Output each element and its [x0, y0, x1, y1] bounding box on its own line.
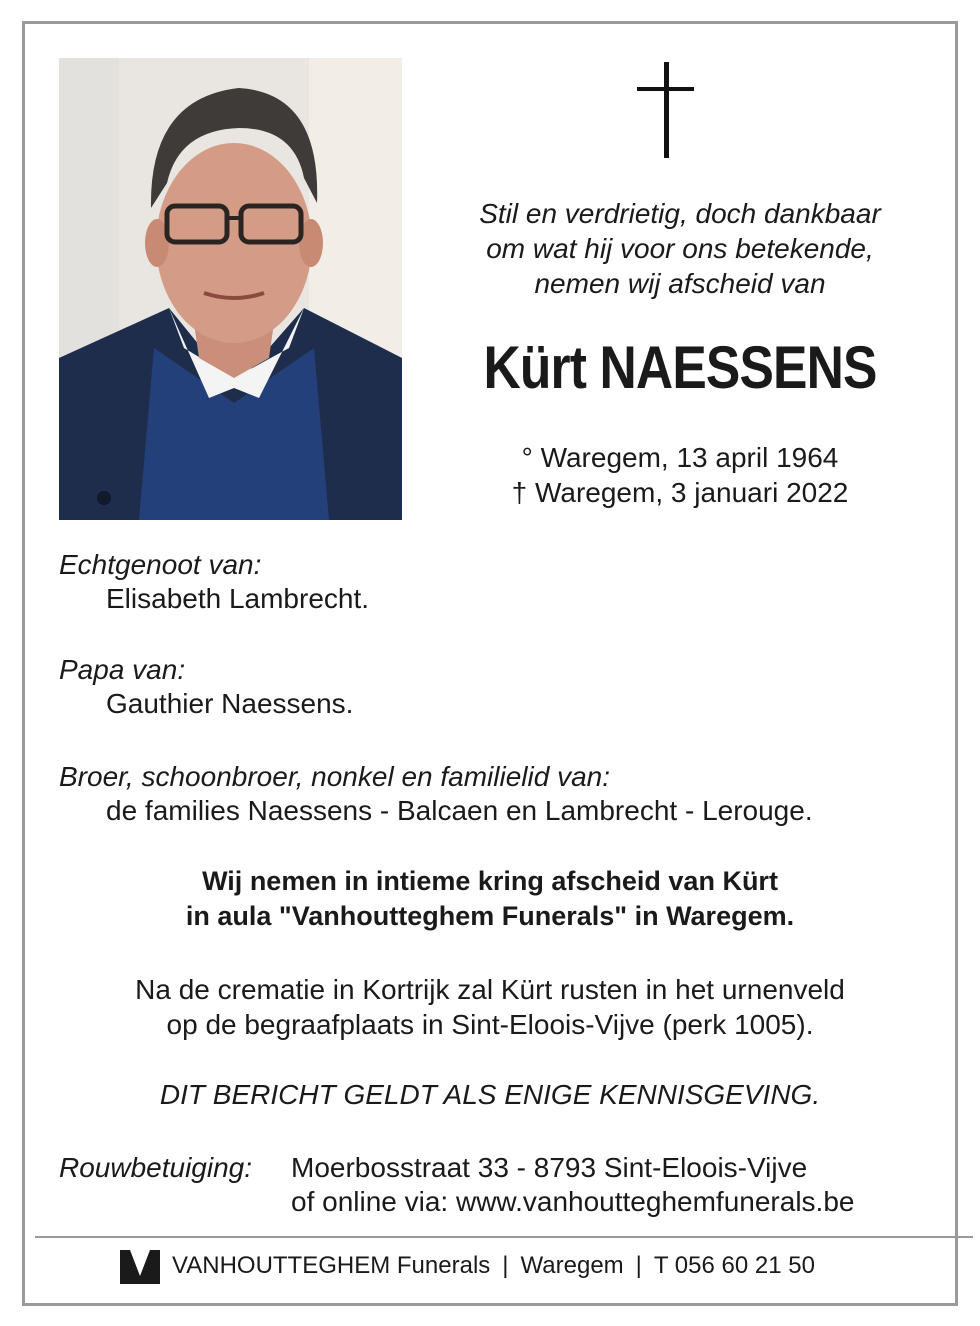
- portrait-photo: [59, 58, 402, 520]
- relation-label: Echtgenoot van:: [59, 549, 262, 580]
- death-date: † Waregem, 3 januari 2022: [511, 477, 849, 508]
- relation-label: Broer, schoonbroer, nonkel en familielid van:: [59, 761, 610, 792]
- life-dates: [420, 440, 940, 510]
- intro-line: om wat hij voor ons betekende,: [486, 233, 874, 264]
- footer-company: VANHOUTTEGHEM Funerals: [172, 1252, 491, 1279]
- condolences-address: Moerbosstraat 33 - 8793 Sint-Eloois-Vijve: [291, 1152, 808, 1183]
- relation-children: [59, 653, 353, 721]
- birth-date: ° Waregem, 13 april 1964: [521, 442, 839, 473]
- vanhoutteghem-logo-icon: [118, 1244, 162, 1288]
- condolences-online[interactable]: of online via: www.vanhoutteghemfunerals.be: [291, 1186, 855, 1217]
- footer-city: Waregem: [520, 1252, 624, 1279]
- footer-separator: |: [635, 1252, 642, 1279]
- intro-line: Stil en verdrietig, doch dankbaar: [479, 198, 881, 229]
- cremation-text: [0, 972, 980, 1042]
- footer-divider: [35, 1236, 973, 1238]
- condolences-label: Rouwbetuiging:: [59, 1152, 253, 1183]
- relation-label: Papa van:: [59, 654, 186, 685]
- ceremony-line: Wij nemen in intieme kring afscheid van Kürt: [202, 866, 778, 896]
- relation-value: Elisabeth Lambrecht.: [106, 583, 370, 614]
- ceremony-text: [0, 864, 980, 934]
- footer-separator: |: [502, 1252, 509, 1279]
- relation-value: de families Naessens - Balcaen en Lambrecht - Lerouge.: [106, 795, 813, 826]
- intro-text: [420, 196, 940, 301]
- notice-text: DIT BERICHT GELDT ALS ENIGE KENNISGEVING.: [159, 1079, 821, 1110]
- ceremony-line: in aula "Vanhoutteghem Funerals" in Waregem.: [185, 901, 795, 931]
- relation-spouse: [59, 548, 369, 616]
- cremation-line: op de begraafplaats in Sint-Eloois-Vijve (perk 1005).: [166, 1009, 814, 1040]
- deceased-name: Kürt NAESSENS: [483, 334, 877, 401]
- footer-phone: T 056 60 21 50: [653, 1252, 815, 1279]
- relation-value: Gauthier Naessens.: [106, 688, 354, 719]
- footer: [118, 1244, 815, 1288]
- relation-family: [59, 760, 813, 828]
- condolences-details: [291, 1151, 854, 1219]
- intro-line: nemen wij afscheid van: [534, 268, 826, 299]
- cross-icon: [635, 62, 699, 160]
- cremation-line: Na de crematie in Kortrijk zal Kürt rusten in het urnenveld: [135, 974, 845, 1005]
